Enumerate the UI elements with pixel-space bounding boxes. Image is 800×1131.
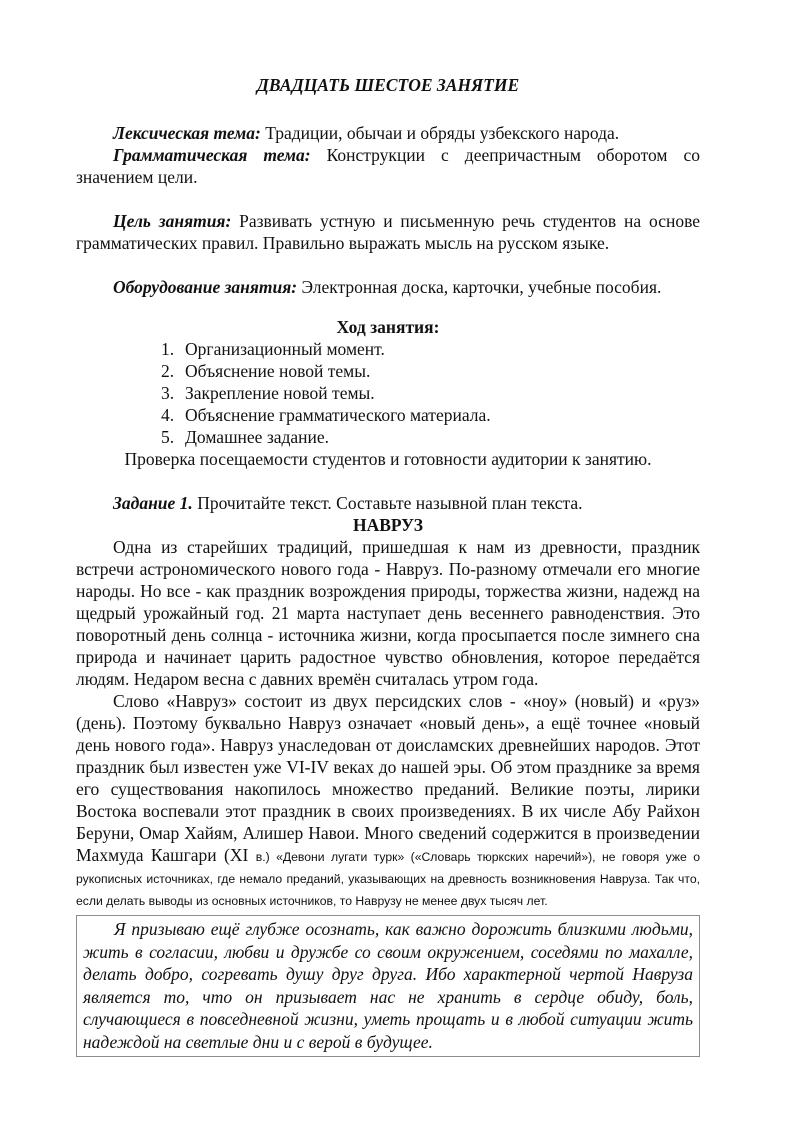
task-1 <box>76 492 700 514</box>
step-text: Объяснение грамматического материала. <box>185 405 491 425</box>
lesson-title: ДВАДЦАТЬ ШЕСТОЕ ЗАНЯТИЕ <box>256 75 520 95</box>
grammar-topic <box>76 144 700 188</box>
step-text: Домашнее задание. <box>185 427 330 447</box>
course-heading: Ход занятия: <box>336 317 440 337</box>
lesson-goal-label: Цель занятия: <box>113 211 232 231</box>
lesson-equipment <box>76 276 700 298</box>
lesson-equipment-text: Электронная доска, карточки, учебные пособия. <box>297 277 662 297</box>
lesson-equipment-label: Оборудование занятия: <box>113 277 298 297</box>
lexical-topic-text: Традиции, обычаи и обряды узбекского народа. <box>260 123 620 143</box>
text-paragraph-1: Одна из старейших традиций, пришедшая к нам из древности, праздник встречи астрономического нового года - Навруз. По-разному отмечали его многие народы. Но все - как праздник возрождения природы, торжества жизни, надежд на щедрый урожайный год. 21 марта наступает день весеннего равноденствия. Это поворотный день солнца - источника жизни, когда просыпается после зимнего сна природа и начинает царить радостное чувство обновления, которое передаётся людям. Недаром весна с давних времён считалась утром года. <box>76 537 700 689</box>
step-text: Организационный момент. <box>185 339 385 359</box>
lesson-goal-text: Развивать устную и письменную речь студентов на основе грамматических правил. Правильно выражать мысль на русском языке. <box>76 211 701 253</box>
text-paragraph-2 <box>76 690 700 910</box>
lexical-topic-label: Лексическая тема: <box>113 123 261 143</box>
text-paragraph-2-small: в.) «Девони лугати турк» («Словарь тюркских наречий»), не говоря уже о рукописных источниках, где немало преданий, указывающих на древность возникновения Навруза. Так что, если делать выводы из основных источников, то Наврузу не менее двух тысяч лет. <box>76 850 701 908</box>
step-text: Закрепление новой темы. <box>185 383 375 403</box>
task-1-label: Задание 1. <box>113 493 193 513</box>
list-item <box>76 382 700 404</box>
step-number: 2. <box>161 361 175 381</box>
document-page <box>76 74 700 1057</box>
task-1-text: Прочитайте текст. Составьте назывной план текста. <box>192 493 583 513</box>
lexical-topic <box>76 122 700 144</box>
step-number: 3. <box>161 383 175 403</box>
lesson-goal <box>76 210 700 254</box>
step-number: 5. <box>161 427 175 447</box>
course-steps-list <box>76 338 700 448</box>
quote-box: Я призываю ещё глубже осознать, как важно дорожить близкими людьми, жить в согласии, любви и дружбе со своим окружением, соседями по махалле, делать добро, согревать душу друг друга. Ибо характерной чертой Навруза является то, что он призывает нас не хранить в сердце обиду, боль, случающиеся в повседневной жизни, уметь прощать и в любой ситуации жить надеждой на светлые дни и с верой в будущее. <box>76 915 700 1057</box>
grammar-topic-text: Конструкции с деепричастным оборотом со значением цели. <box>76 145 700 187</box>
attendance-note: Проверка посещаемости студентов и готовности аудитории к занятию. <box>124 449 652 469</box>
step-number: 1. <box>161 339 175 359</box>
list-item <box>76 360 700 382</box>
step-text: Объяснение новой темы. <box>185 361 371 381</box>
step-number: 4. <box>161 405 175 425</box>
list-item <box>76 338 700 360</box>
text-paragraph-2-main: Слово «Навруз» состоит из двух персидских слов - «ноу» (новый) и «руз» (день). Поэтому буквально Навруз означает «новый день», а ещё точнее «новый день нового года». Навруз унаследован от доисламских древнейших народов. Этот праздник был известен уже VI-IV веках до нашей эры. Об этом празднике за время его существования накопилось множество преданий. Великие поэты, лирики Востока воспевали этот праздник в своих произведениях. В их числе Абу Райхон Беруни, Омар Хайям, Алишер Навои. Много сведений содержится в произведении Махмуда Кашгари (XI <box>76 691 700 865</box>
text-title: НАВРУЗ <box>352 515 424 535</box>
grammar-topic-label: Грамматическая тема: <box>113 145 311 165</box>
list-item <box>76 426 700 448</box>
list-item <box>76 404 700 426</box>
